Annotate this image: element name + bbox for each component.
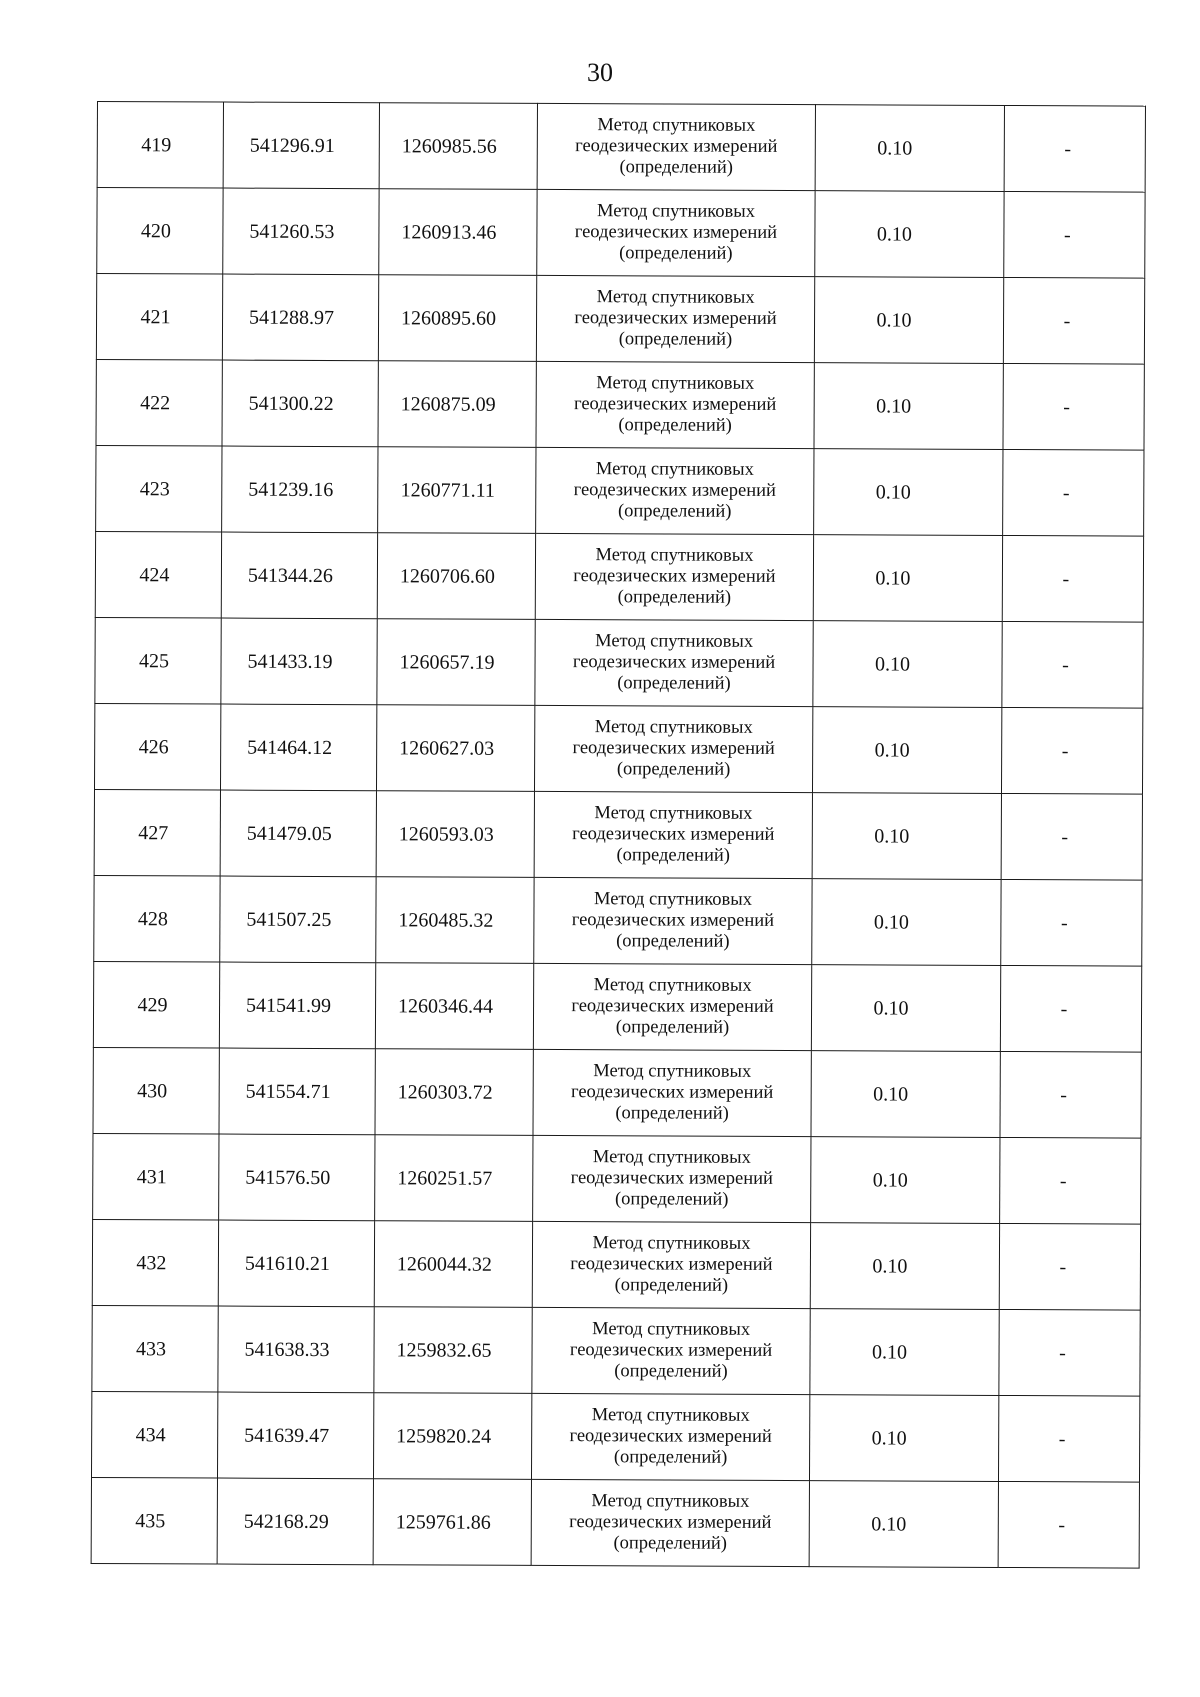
- cell-method: [534, 877, 812, 964]
- method-line: (определений): [614, 1189, 729, 1210]
- method-line: (определений): [618, 415, 732, 436]
- table-row: [93, 1047, 1141, 1138]
- method-line: (определений): [614, 1361, 728, 1382]
- table-row: [96, 274, 1144, 365]
- cell-method: [533, 1135, 811, 1222]
- method-line: (определений): [613, 1447, 728, 1468]
- cell-x-coordinate: 541639.47: [217, 1392, 373, 1479]
- table-row: [97, 188, 1145, 279]
- cell-point-number: 433: [92, 1305, 218, 1392]
- cell-point-number: 428: [94, 875, 220, 962]
- cell-point-number: 420: [97, 188, 223, 275]
- method-line: геодезических измерений: [572, 652, 776, 673]
- cell-method: [536, 361, 814, 448]
- cell-accuracy: 0.10: [814, 277, 1003, 364]
- method-line: Метод спутниковых: [595, 545, 754, 566]
- cell-y-coordinate: 1260627.03: [376, 705, 534, 792]
- method-line: геодезических измерений: [573, 394, 777, 415]
- cell-x-coordinate: 542168.29: [217, 1478, 373, 1565]
- method-line: (определений): [613, 1533, 727, 1554]
- cell-note: -: [998, 1395, 1139, 1482]
- cell-accuracy: 0.10: [814, 449, 1003, 536]
- cell-method: [534, 791, 812, 878]
- cell-accuracy: 0.10: [813, 535, 1002, 622]
- table-row: [94, 875, 1142, 966]
- cell-method: [532, 1307, 810, 1394]
- cell-method: [535, 533, 813, 620]
- cell-x-coordinate: 541554.71: [219, 1048, 375, 1135]
- method-line: Метод спутниковых: [593, 975, 752, 996]
- method-line: Метод спутниковых: [591, 1405, 750, 1426]
- method-line: (определений): [616, 759, 731, 780]
- cell-x-coordinate: 541610.21: [218, 1220, 374, 1307]
- cell-x-coordinate: 541541.99: [219, 962, 375, 1049]
- cell-accuracy: 0.10: [815, 191, 1004, 278]
- cell-method: [533, 963, 811, 1050]
- cell-method: [533, 1049, 811, 1136]
- coordinates-table-body: [91, 102, 1145, 1569]
- cell-note: -: [1003, 277, 1144, 364]
- method-line: геодезических измерений: [570, 1254, 773, 1275]
- cell-point-number: 435: [91, 1477, 217, 1564]
- method-line: (определений): [618, 329, 733, 350]
- cell-method: [536, 275, 814, 362]
- cell-method: [534, 705, 812, 792]
- method-line: Метод спутниковых: [592, 1233, 751, 1254]
- cell-method: [537, 103, 815, 190]
- cell-y-coordinate: 1259820.24: [373, 1393, 531, 1480]
- method-line: геодезических измерений: [569, 1512, 772, 1533]
- cell-method: [531, 1479, 809, 1566]
- cell-y-coordinate: 1260706.60: [377, 533, 535, 620]
- table-row: [96, 445, 1144, 536]
- cell-accuracy: 0.10: [815, 105, 1004, 192]
- cell-note: -: [1000, 1137, 1141, 1224]
- method-line: Метод спутниковых: [594, 803, 753, 824]
- cell-accuracy: 0.10: [810, 1309, 999, 1396]
- method-line: (определений): [617, 587, 732, 608]
- table-row: [97, 102, 1145, 193]
- table-row: [93, 961, 1141, 1052]
- cell-y-coordinate: 1260346.44: [375, 963, 533, 1050]
- cell-y-coordinate: 1260657.19: [377, 619, 535, 706]
- cell-y-coordinate: 1260593.03: [376, 791, 534, 878]
- cell-accuracy: 0.10: [812, 793, 1001, 880]
- method-line: геодезических измерений: [574, 222, 778, 243]
- cell-point-number: 434: [91, 1391, 217, 1478]
- cell-accuracy: 0.10: [810, 1223, 999, 1310]
- cell-note: -: [1004, 191, 1145, 278]
- method-line: Метод спутниковых: [593, 889, 753, 910]
- cell-x-coordinate: 541433.19: [221, 618, 377, 705]
- method-line: геодезических измерений: [573, 566, 776, 587]
- cell-accuracy: 0.10: [812, 879, 1001, 966]
- cell-point-number: 423: [96, 445, 222, 532]
- method-line: Метод спутниковых: [594, 717, 753, 738]
- cell-x-coordinate: 541239.16: [222, 446, 378, 533]
- table-row: [95, 531, 1143, 622]
- cell-accuracy: 0.10: [812, 707, 1001, 794]
- cell-y-coordinate: 1260771.11: [378, 447, 536, 534]
- cell-point-number: 426: [94, 703, 220, 790]
- cell-note: -: [999, 1309, 1140, 1396]
- cell-note: -: [1003, 449, 1144, 536]
- cell-accuracy: 0.10: [811, 1137, 1000, 1224]
- table-row: [96, 359, 1144, 450]
- cell-accuracy: 0.10: [809, 1395, 998, 1482]
- method-line: (определений): [614, 1275, 729, 1296]
- cell-y-coordinate: 1260044.32: [374, 1221, 532, 1308]
- method-line: геодезических измерений: [572, 824, 775, 845]
- method-line: (определений): [616, 845, 730, 866]
- cell-point-number: 429: [93, 961, 219, 1048]
- cell-note: -: [1003, 363, 1144, 450]
- method-line: Метод спутниковых: [593, 1061, 752, 1082]
- cell-x-coordinate: 541296.91: [223, 102, 379, 189]
- method-line: (определений): [617, 673, 731, 694]
- table-row: [91, 1477, 1139, 1568]
- cell-x-coordinate: 541260.53: [223, 188, 379, 275]
- method-line: (определений): [616, 931, 730, 952]
- table-row: [94, 703, 1142, 794]
- cell-note: -: [1004, 105, 1145, 192]
- method-line: геодезических измерений: [571, 910, 775, 931]
- cell-x-coordinate: 541507.25: [220, 876, 376, 963]
- method-line: геодезических измерений: [575, 136, 778, 157]
- cell-note: -: [1000, 1051, 1141, 1138]
- cell-y-coordinate: 1260913.46: [379, 189, 537, 276]
- cell-note: -: [1001, 793, 1142, 880]
- method-line: (определений): [619, 243, 733, 264]
- method-line: геодезических измерений: [569, 1340, 773, 1361]
- cell-y-coordinate: 1260985.56: [379, 103, 537, 190]
- method-line: (определений): [617, 501, 732, 522]
- cell-accuracy: 0.10: [813, 621, 1002, 708]
- cell-x-coordinate: 541344.26: [221, 532, 377, 619]
- cell-y-coordinate: 1260895.60: [378, 275, 536, 362]
- table-row: [92, 1219, 1140, 1310]
- page-number: 30: [587, 58, 613, 87]
- cell-note: -: [1002, 535, 1143, 622]
- cell-x-coordinate: 541576.50: [219, 1134, 375, 1221]
- cell-note: -: [1002, 621, 1143, 708]
- cell-note: -: [1001, 707, 1142, 794]
- cell-note: -: [1000, 965, 1141, 1052]
- cell-method: [535, 619, 813, 706]
- method-line: геодезических измерений: [573, 480, 777, 501]
- method-line: геодезических измерений: [574, 308, 777, 329]
- cell-point-number: 432: [92, 1219, 218, 1306]
- cell-note: -: [998, 1481, 1139, 1568]
- cell-point-number: 424: [95, 531, 221, 618]
- method-line: геодезических измерений: [572, 738, 775, 759]
- table-row: [92, 1305, 1140, 1396]
- table-row: [93, 1133, 1141, 1224]
- method-line: Метод спутниковых: [596, 373, 755, 394]
- method-line: Метод спутниковых: [592, 1319, 751, 1340]
- cell-x-coordinate: 541464.12: [220, 704, 376, 791]
- cell-point-number: 422: [96, 359, 222, 446]
- method-line: (определений): [615, 1017, 730, 1038]
- table-row: [94, 789, 1142, 880]
- cell-x-coordinate: 541300.22: [222, 360, 378, 447]
- cell-y-coordinate: 1260485.32: [376, 877, 534, 964]
- method-line: Метод спутниковых: [596, 201, 756, 222]
- cell-accuracy: 0.10: [811, 1051, 1000, 1138]
- cell-point-number: 425: [95, 617, 221, 704]
- method-line: геодезических измерений: [570, 1168, 774, 1189]
- coordinates-table: [91, 101, 1146, 1569]
- cell-y-coordinate: 1260251.57: [375, 1135, 533, 1222]
- table-row: [95, 617, 1143, 708]
- method-line: Метод спутниковых: [596, 287, 755, 308]
- cell-point-number: 419: [97, 102, 223, 189]
- method-line: Метод спутниковых: [597, 115, 756, 136]
- method-line: геодезических измерений: [570, 1082, 774, 1103]
- method-line: Метод спутниковых: [595, 459, 754, 480]
- method-line: Метод спутниковых: [595, 631, 754, 652]
- cell-x-coordinate: 541479.05: [220, 790, 376, 877]
- cell-method: [531, 1393, 809, 1480]
- cell-y-coordinate: 1260303.72: [375, 1049, 533, 1136]
- cell-x-coordinate: 541288.97: [222, 274, 378, 361]
- method-line: геодезических измерений: [571, 996, 774, 1017]
- cell-accuracy: 0.10: [814, 363, 1003, 450]
- method-line: (определений): [615, 1103, 729, 1124]
- method-line: геодезических измерений: [569, 1426, 772, 1447]
- method-line: Метод спутниковых: [592, 1147, 751, 1168]
- cell-x-coordinate: 541638.33: [218, 1306, 374, 1393]
- cell-note: -: [999, 1223, 1140, 1310]
- cell-note: -: [1001, 879, 1142, 966]
- method-line: Метод спутниковых: [591, 1491, 750, 1512]
- cell-accuracy: 0.10: [809, 1481, 998, 1568]
- cell-y-coordinate: 1259832.65: [374, 1307, 532, 1394]
- cell-method: [536, 447, 814, 534]
- cell-y-coordinate: 1260875.09: [378, 361, 536, 448]
- cell-point-number: 427: [94, 789, 220, 876]
- table-row: [91, 1391, 1139, 1482]
- cell-method: [532, 1221, 810, 1308]
- cell-point-number: 430: [93, 1047, 219, 1134]
- cell-y-coordinate: 1259761.86: [373, 1479, 531, 1566]
- cell-point-number: 431: [93, 1133, 219, 1220]
- cell-point-number: 421: [96, 274, 222, 361]
- cell-method: [537, 189, 815, 276]
- cell-accuracy: 0.10: [811, 965, 1000, 1052]
- method-line: (определений): [619, 157, 733, 178]
